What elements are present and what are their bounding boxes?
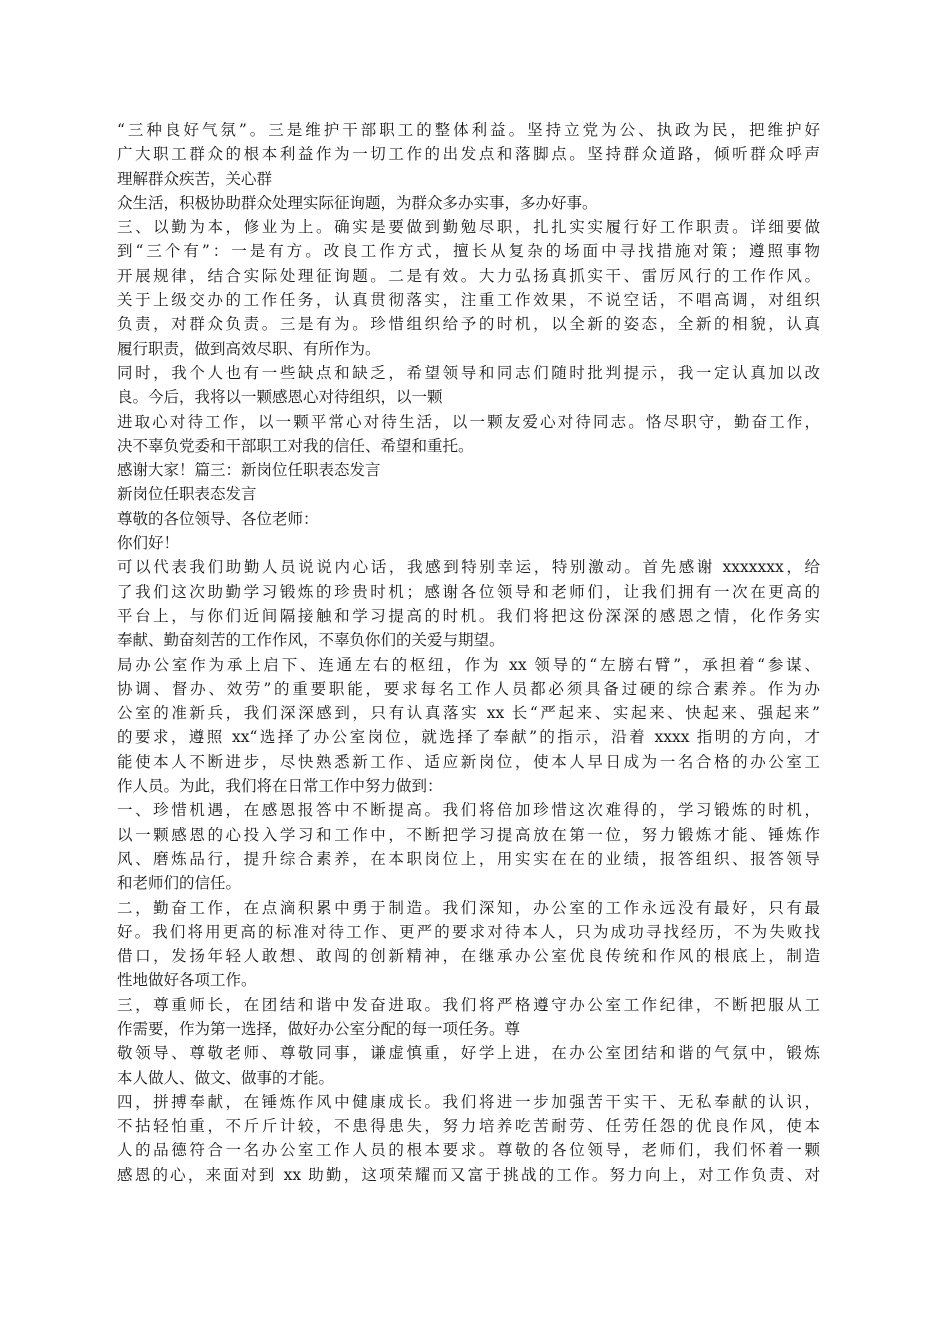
document-body bbox=[117, 118, 820, 1187]
text-line: 一、珍惜机遇，在感恩报答中不断提高。我们将倍加珍惜这次难得的，学习锻炼的时机， bbox=[117, 801, 820, 820]
text-line: 负责，对群众负责。三是有为。珍惜组织给予的时机，以全新的姿态，全新的相貌，认真 bbox=[117, 315, 820, 334]
text-line: 新岗位任职表态发言 bbox=[117, 485, 257, 504]
text-line: 的要求，遵照 xx“选择了办公室岗位，就选择了奉献”的指示，沿着 xxxx 指明的方向，才 bbox=[117, 728, 820, 747]
text-line: 决不辜负党委和干部职工对我的信任、希望和重托。 bbox=[117, 436, 474, 455]
text-line: 二，勤奋工作，在点滴积累中勇于制造。我们深知，办公室的工作永远没有最好，只有最 bbox=[117, 898, 820, 917]
text-line: 众生活，积极协助群众处理实际征询题，为群众多办实事，多办好事。 bbox=[117, 193, 598, 212]
text-line: 人的品德符合一名办公室工作人员的根本要求。尊敬的各位领导，老师们，我们怀着一颗 bbox=[117, 1141, 820, 1160]
text-line: 开展规律，结合实际处理征询题。二是有效。大力弘扬真抓实干、雷厉风行的工作作风。 bbox=[117, 266, 820, 285]
text-line: 以一颗感恩的心投入学习和工作中，不断把学习提高放在第一位，努力锻炼才能、锤炼作 bbox=[117, 825, 820, 844]
text-line: 作人员。为此，我们将在日常工作中努力做到： bbox=[117, 777, 443, 796]
text-line: 好。我们将用更高的标准对待工作、更严的要求对待本人，只为成功寻找经历，不为失败找 bbox=[117, 922, 820, 941]
text-line: 公室的准新兵，我们深深感到，只有认真落实 xx 长“严起来、实起来、快起来、强起来” bbox=[117, 704, 820, 723]
text-line: 平台上，与你们近间隔接触和学习提高的时机。我们将把这份深深的感恩之情，化作务实 bbox=[117, 606, 820, 625]
text-line: 三、以勤为本，修业为上。确实是要做到勤勉尽职，扎扎实实履行好工作职责。详细要做 bbox=[117, 218, 820, 237]
text-line: 本人做人、做文、做事的才能。 bbox=[117, 1068, 335, 1087]
text-line: 感恩的心，来面对到 xx 助勤，这项荣耀而又富于挑战的工作。努力向上，对工作负责、对 bbox=[117, 1165, 820, 1184]
text-line: 四，拼搏奉献，在锤炼作风中健康成长。我们将进一步加强苦干实干、无私奉献的认识， bbox=[117, 1092, 820, 1111]
text-line: “三种良好气氛”。三是维护干部职工的整体利益。坚持立党为公、执政为民，把维护好 bbox=[117, 121, 820, 139]
text-line: 同时，我个人也有一些缺点和缺乏，希望领导和同志们随时批判提示，我一定认真加以改 bbox=[117, 363, 820, 382]
text-line: 作需要，作为第一选择，做好办公室分配的每一项任务。尊 bbox=[117, 1019, 521, 1038]
text-line: 理解群众疾苦，关心群 bbox=[117, 169, 273, 188]
text-line: 局办公室作为承上启下、连通左右的枢纽，作为 xx 领导的“左膀右臂”，承担着“参谋、 bbox=[117, 655, 820, 674]
text-line: 进取心对待工作，以一颗平常心对待生活，以一颗友爱心对待同志。恪尽职守，勤奋工作， bbox=[117, 412, 820, 431]
text-line: 感谢大家！篇三：新岗位任职表态发言 bbox=[117, 461, 381, 480]
text-line: 性地做好各项工作。 bbox=[117, 971, 257, 990]
text-line: 奉献、勤奋刻苦的工作作风，不辜负你们的关爱与期望。 bbox=[117, 631, 505, 650]
text-line: 能使本人不断进步，尽快熟悉新工作、适应新岗位，使本人早日成为一名合格的办公室工 bbox=[117, 752, 820, 771]
text-line: 关于上级交办的工作任务，认真贯彻落实，注重工作效果，不说空话，不唱高调，对组织 bbox=[117, 291, 820, 310]
text-line: 你们好！ bbox=[117, 534, 180, 553]
text-line: 敬领导、尊敬老师、尊敬同事，谦虚慎重，好学上进，在办公室团结和谐的气氛中，锻炼 bbox=[117, 1044, 820, 1063]
text-line: 不拈轻怕重，不斤斤计较，不患得患失，努力培养吃苦耐劳、任劳任怨的优良作风，使本 bbox=[117, 1117, 820, 1136]
text-line: 可以代表我们助勤人员说说内心话，我感到特别幸运，特别激动。首先感谢 xxxxxxx，给 bbox=[117, 558, 820, 577]
text-line: 借口，发扬年轻人敢想、敢闯的创新精神，在继承办公室优良传统和作风的根底上，制造 bbox=[117, 947, 820, 966]
text-line: 尊敬的各位领导、各位老师： bbox=[117, 509, 319, 528]
text-line: 了我们这次助勤学习锻炼的珍贵时机；感谢各位领导和老师们，让我们拥有一次在更高的 bbox=[117, 582, 820, 601]
text-line: 风、磨炼品行，提升综合素养，在本职岗位上，用实实在在的业绩，报答组织、报答领导 bbox=[117, 849, 820, 868]
text-line: 良。今后，我将以一颗感恩心对待组织，以一颗 bbox=[117, 388, 443, 407]
text-line: 履行职责，做到高效尽职、有所作为。 bbox=[117, 339, 381, 358]
text-line: 协调、督办、效劳”的重要职能，要求每名工作人员都必须具备过硬的综合素养。作为办 bbox=[117, 679, 820, 698]
text-line: 广大职工群众的根本利益作为一切工作的出发点和落脚点。坚持群众道路，倾听群众呼声 bbox=[117, 145, 820, 164]
text-line: 和老师们的信任。 bbox=[117, 874, 242, 893]
text-line: 三，尊重师长，在团结和谐中发奋进取。我们将严格遵守办公室工作纪律，不断把服从工 bbox=[117, 995, 820, 1014]
text-line: 到“三个有”：一是有方。改良工作方式，擅长从复杂的场面中寻找措施对策；遵照事物 bbox=[117, 242, 820, 261]
